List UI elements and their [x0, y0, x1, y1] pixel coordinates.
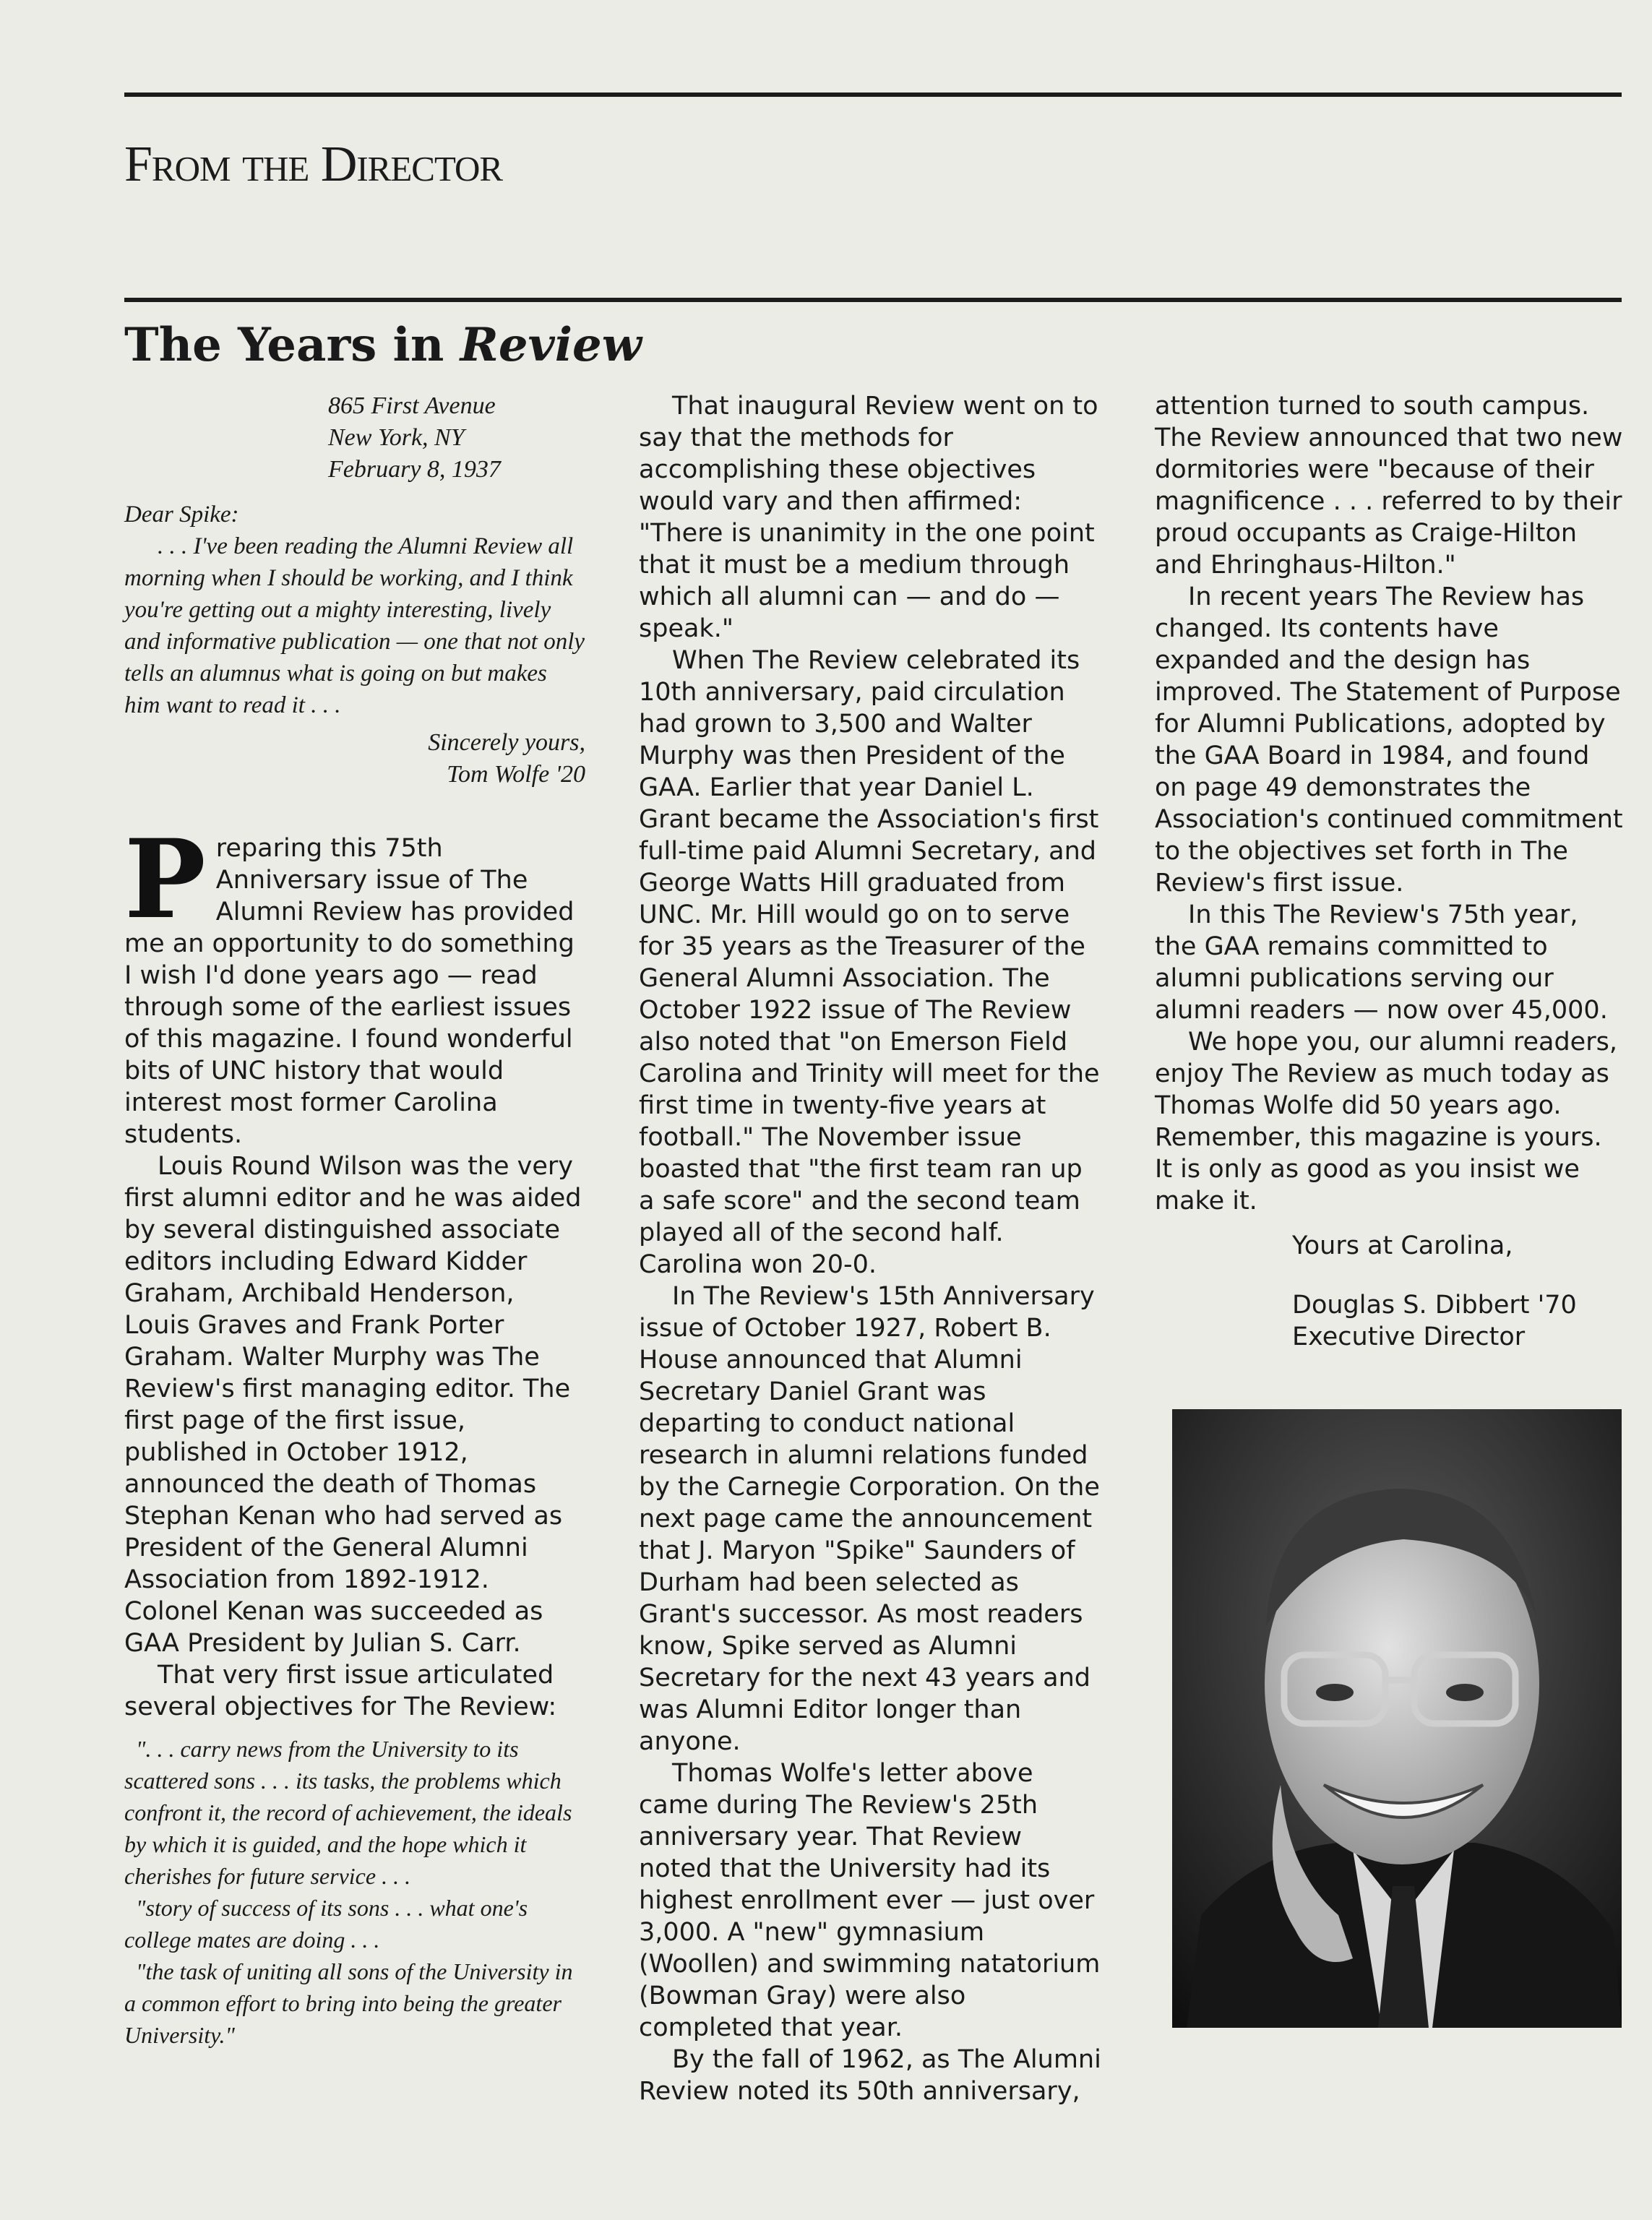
signer-name: Douglas S. Dibbert '70	[1292, 1291, 1577, 1320]
article-title-italic: Review	[460, 318, 642, 372]
column-3	[1155, 390, 1625, 1353]
paragraph: Louis Round Wilson was the very first alumni editor and he was aided by several distinguished associate editors including Edward Kidder Graham, Archibald Henderson, Louis Graves and Frank Porter Graham. Walter Murphy was The Review's first managing editor. The first page of the first issue, published in October 1912, announced the death of Thomas Stephan Kenan who had served as President of the General Alumni Association from 1892-1912. Colonel Kenan was succeeded as GAA President by Julian S. Carr.	[124, 1152, 582, 1658]
director-portrait-photo	[1172, 1409, 1622, 2028]
paragraph: Thomas Wolfe's letter above came during The Review's 25th anniversary year. That Review noted that the University had its highest enrollment ever — just over 3,000. A "new" gymnasium (Woollen) and swimming natatorium (Bowman Gray) were also completed that year.	[639, 1759, 1101, 2042]
letter-salutation: Dear Spike:	[124, 502, 239, 528]
section-title: From the Director	[124, 137, 503, 192]
paragraph: In this The Review's 75th year, the GAA remains committed to alumni publications serving our alumni readers — now over 45,000.	[1155, 900, 1608, 1025]
signature-closing: Yours at Carolina,	[1292, 1231, 1513, 1260]
paragraph: That very first issue articulated several objectives for The Review:	[124, 1661, 557, 1721]
column-1	[124, 390, 587, 2051]
paragraph: When The Review celebrated its 10th anniversary, paid circulation had grown to 3,500 and Walter Murphy was then President of the GAA. Earlier that year Daniel L. Grant became the Association's first full-time paid Alumni Secretary, and George Watts Hill graduated from UNC. Mr. Hill would go on to serve for 35 years as the Treasurer of the General Alumni Association. The October 1922 issue of The Review also noted that "on Emerson Field Carolina and Trinity will meet for the first time in twenty-five years at football." The November issue boasted that "the first team ran up a safe score" and the second team played all of the second half. Carolina won 20-0.	[639, 646, 1100, 1279]
letter-body: . . . I've been reading the Alumni Review all morning when I should be working, and I think you're getting out a mighty interesting, lively and informative publication — one that not only tells an alumnus what is going on but makes him want to read it . . .	[124, 533, 585, 718]
article-title	[124, 318, 642, 372]
paragraph: In The Review's 15th Anniversary issue of October 1927, Robert B. House announced that Alumni Secretary Daniel Grant was departing to conduct national research in alumni relations funded by the Carnegie Corporation. On the next page came the announcement that J. Maryon "Spike" Saunders of Durham had been selected as Grant's successor. As most readers know, Spike served as Alumni Secretary for the next 43 years and was Alumni Editor longer than anyone.	[639, 1282, 1100, 1756]
signer-title: Executive Director	[1292, 1322, 1526, 1351]
lead-paragraph	[124, 816, 587, 1150]
drop-cap: P	[124, 816, 206, 943]
top-rule	[124, 92, 1622, 97]
letter-closing: Sincerely yours,	[428, 729, 585, 756]
director-signature	[1155, 1230, 1625, 1353]
quote-line: "story of success of its sons . . . what one's college mates are doing . . .	[124, 1895, 528, 1953]
paragraph: By the fall of 1962, as The Alumni Review noted its 50th anniversary,	[639, 2045, 1101, 2106]
quote-line: "the task of uniting all sons of the University in a common effort to bring into being the greater University."	[124, 1958, 573, 2048]
quote-line: ". . . carry news from the University to its scattered sons . . . its tasks, the problems which confront it, the record of achievement, the ideals by which it is guided, and the hope which it cherishes for future service . . .	[124, 1736, 572, 1889]
address-line: New York, NY	[328, 424, 465, 451]
paragraph: In recent years The Review has changed. Its contents have expanded and the design has improved. The Statement of Purpose for Alumni Publications, adopted by the GAA Board in 1984, and found on page 49 demonstrates the Association's continued commitment to the objectives set forth in The Review's first issue.	[1155, 582, 1623, 898]
letter-excerpt	[124, 499, 587, 721]
paragraph: That inaugural Review went on to say that the methods for accomplishing these objectives would vary and then affirmed: "There is unanimity in the one point that it must be a medium through which all alumni can — and do — speak."	[639, 392, 1098, 643]
letter-signoff	[124, 727, 587, 791]
lead-text: reparing this 75th Anniversary issue of The Alumni Review has provided me an opportunity to do something I wish I'd done years ago — read through some of the earliest issues of this magazine. I found wonderful bits of UNC history that would interest most former Carolina students.	[124, 834, 575, 1149]
objectives-quote	[124, 1733, 587, 2051]
letter-address	[124, 390, 587, 486]
address-line: 865 First Avenue	[328, 392, 496, 419]
column-2	[639, 390, 1101, 2107]
paragraph: attention turned to south campus. The Review announced that two new dormitories were "because of their magnificence . . . referred to by their proud occupants as Craige-Hilton and Ehringhaus-Hilton."	[1155, 392, 1623, 580]
article-title-main: The Years in	[124, 318, 460, 372]
letter-signature: Tom Wolfe '20	[447, 761, 585, 788]
portrait-illustration	[1172, 1409, 1622, 2028]
address-line: February 8, 1937	[328, 456, 501, 483]
paragraph: We hope you, our alumni readers, enjoy The Review as much today as Thomas Wolfe did 50 years ago. Remember, this magazine is yours. It is only as good as you insist we make it.	[1155, 1028, 1617, 1216]
title-rule	[124, 298, 1622, 302]
